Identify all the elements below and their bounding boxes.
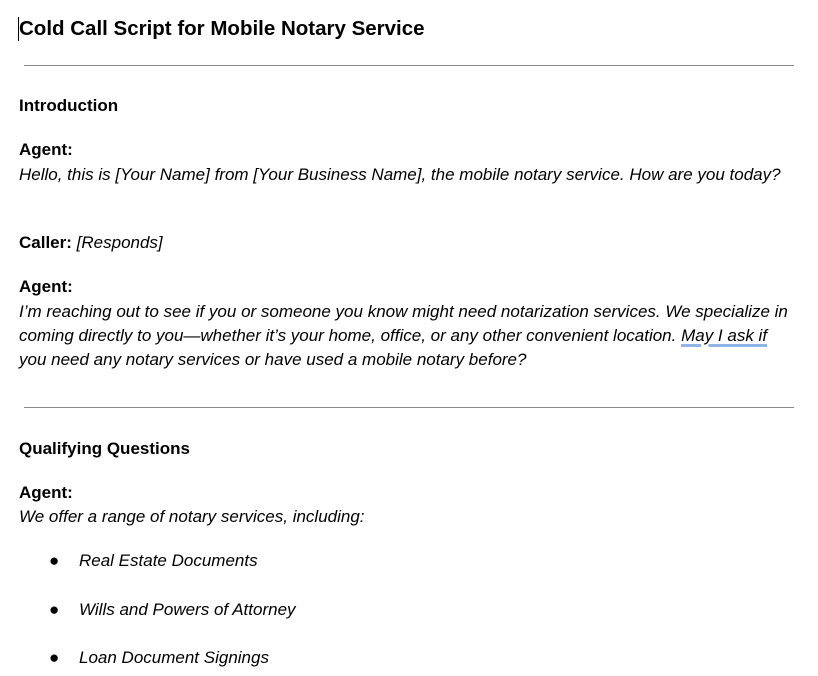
title-block [19,15,425,43]
document-title[interactable]: Cold Call Script for Mobile Notary Service [19,17,425,40]
speaker-label-agent[interactable]: Agent: [19,277,73,296]
agent-pitch-text[interactable] [19,300,794,372]
speaker-label-agent[interactable]: Agent: [19,140,73,159]
caller-response-text: [Responds] [76,233,163,252]
speaker-label-caller: Caller: [19,233,72,252]
caller-line[interactable] [19,232,163,254]
text-cursor [18,17,19,41]
list-item-text: Wills and Powers of Attorney [79,600,296,619]
bullet-icon: ● [49,600,60,619]
section-heading-qualifying-questions[interactable]: Qualifying Questions [19,439,190,458]
list-item-text: Real Estate Documents [79,551,258,570]
speaker-label-agent[interactable]: Agent: [19,483,73,502]
agent-services-intro-text[interactable]: We offer a range of notary services, including: [19,507,365,526]
agent-greeting-text[interactable]: Hello, this is [Your Name] from [Your Business Name], the mobile notary service. How are you today? [19,165,781,184]
list-item-text: Loan Document Signings [79,648,269,667]
section-heading-introduction[interactable]: Introduction [19,96,119,115]
agent-pitch-text-end: you need any notary services or have used a mobile notary before? [19,350,527,369]
bullet-icon: ● [49,648,60,667]
agent-pitch-text-start: I’m reaching out to see if you or someone you know might need notarization services. We specialize in coming directly to you—whether it’s your home, office, or any other convenient location. [19,302,788,345]
horizontal-divider [24,65,794,66]
grammar-suggestion-underline[interactable]: May I ask if [681,326,768,345]
horizontal-divider [24,407,794,408]
bullet-icon: ● [49,551,60,570]
